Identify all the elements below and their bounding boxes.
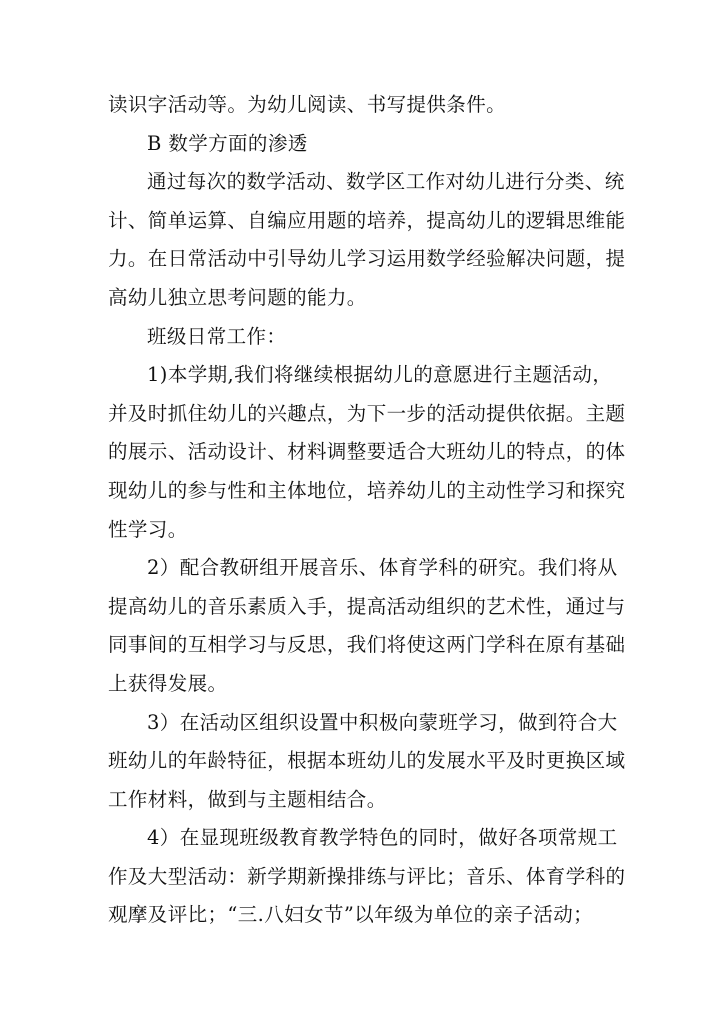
text-line: 1)本学期,我们将继续根据幼儿的意愿进行主题活动， (147, 363, 613, 387)
paragraph (108, 704, 626, 820)
text-line: 性学习。 (108, 517, 188, 541)
paragraph (108, 819, 626, 935)
text-line: 班幼儿的年龄特征，根据本班幼儿的发展水平及时更换区域 (108, 749, 626, 773)
text-line: 2）配合教研组开展音乐、体育学科的研究。我们将从 (147, 556, 618, 580)
text-line: 上获得发展。 (108, 671, 228, 695)
paragraph (108, 125, 612, 164)
document-body (108, 86, 626, 935)
text-line: 高幼儿独立思考问题的能力。 (108, 285, 367, 309)
text-line: B 数学方面的渗透 (147, 131, 308, 155)
text-line: 并及时抓住幼儿的兴趣点，为下一步的活动提供依据。主题 (108, 401, 626, 425)
text-line: 工作材料，做到与主题相结合。 (108, 787, 387, 811)
paragraph (108, 356, 626, 549)
text-line: 提高幼儿的音乐素质入手，提高活动组织的艺术性，通过与 (108, 594, 626, 618)
text-line: 力。在日常活动中引导幼儿学习运用数学经验解决问题，提 (108, 247, 626, 271)
text-line: 现幼儿的参与性和主体地位，培养幼儿的主动性学习和探究 (108, 478, 626, 502)
text-line: 的展示、活动设计、材料调整要适合大班幼儿的特点，的体 (108, 440, 626, 464)
text-line: 观摩及评比；“三.八妇女节”以年级为单位的亲子活动； (108, 903, 594, 927)
text-line: 作及大型活动：新学期新操排练与评比；音乐、体育学科的 (108, 864, 626, 888)
text-line: 4）在显现班级教育教学特色的同时，做好各项常规工 (147, 826, 618, 850)
text-line: 班级日常工作： (147, 324, 287, 348)
text-line: 同事间的互相学习与反思，我们将使这两门学科在原有基础 (108, 633, 626, 657)
text-line: 3）在活动区组织设置中积极向蒙班学习，做到符合大 (147, 710, 618, 734)
paragraph (108, 163, 626, 317)
text-line: 计、简单运算、自编应用题的培养，提高幼儿的逻辑思维能 (108, 208, 626, 232)
paragraph (108, 86, 612, 125)
text-line: 通过每次的数学活动、数学区工作对幼儿进行分类、统 (147, 170, 625, 194)
paragraph (108, 318, 612, 357)
paragraph (108, 549, 626, 703)
text-line: 读识字活动等。为幼儿阅读、书写提供条件。 (108, 93, 507, 116)
